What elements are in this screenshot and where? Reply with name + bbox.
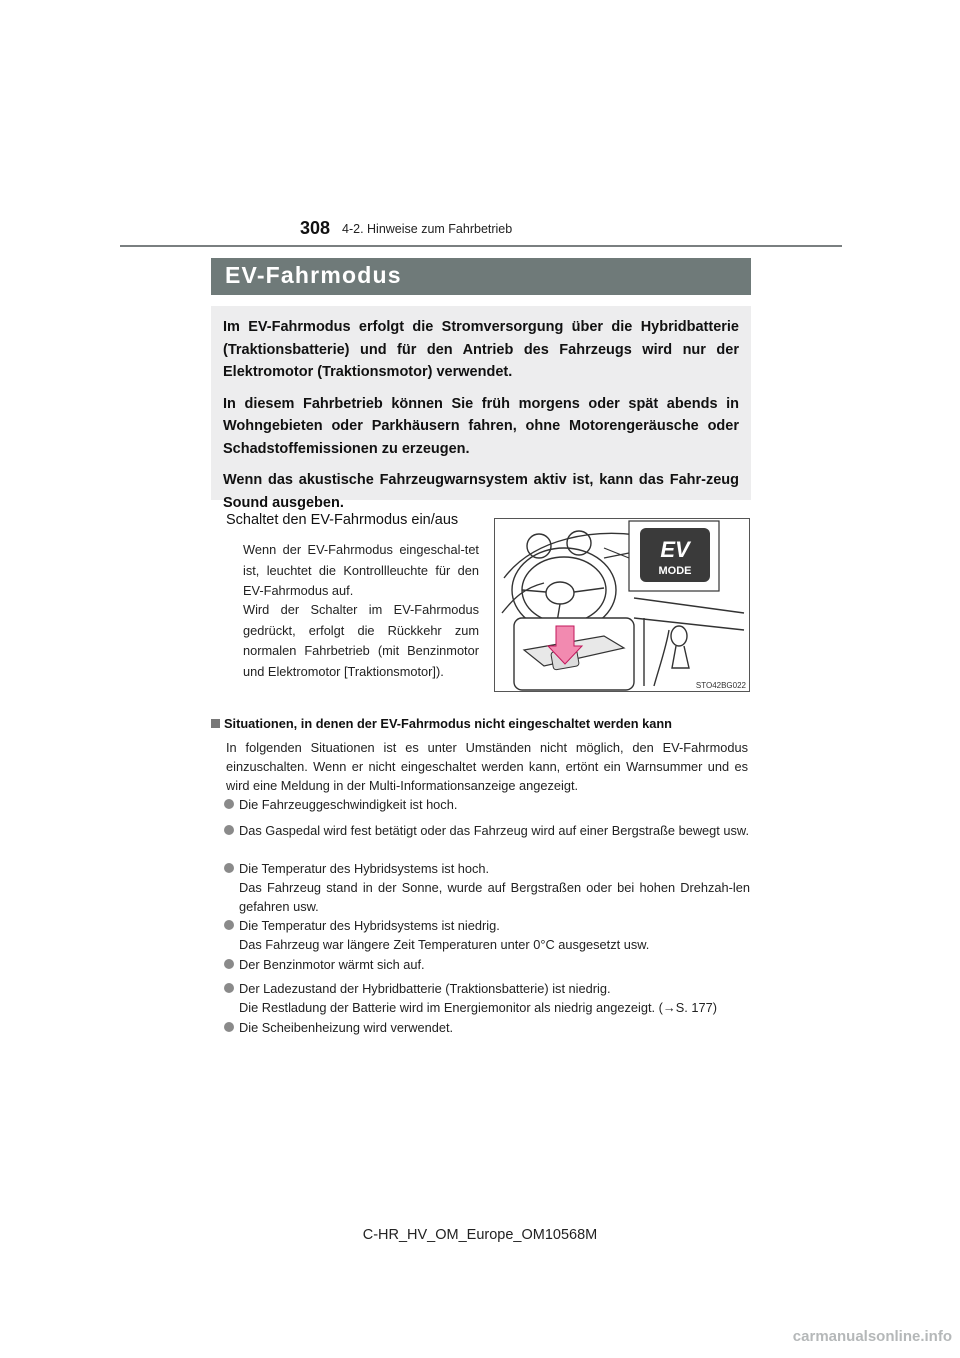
list-item-text: Die Temperatur des Hybridsystems ist niedrig. (239, 918, 500, 933)
situations-heading (211, 716, 672, 731)
list-item (224, 821, 750, 840)
intro-paragraph-1: Im EV-Fahrmodus erfolgt die Stromversorgung über die Hybridbatterie (Traktionsbatterie) und für den Antrieb des Fahrzeugs wird nur der Elektromotor (Traktionsmotor) verwendet. (223, 319, 739, 380)
title-bar (211, 258, 751, 295)
toggle-text-off: Wird der Schalter im EV-Fahrmodus gedrückt, erfolgt die Rückkehr zum normalen Fahrbetrieb (mit Benzinmotor und Elektromotor [Traktionsmotor]). (243, 602, 479, 679)
bullet-icon (224, 983, 234, 993)
list-item-text: Die Temperatur des Hybridsystems ist hoch. (239, 861, 490, 876)
list-item-detail: Die Restladung der Batterie wird im Energiemonitor als niedrig angezeigt. (→S. 177) (239, 1000, 717, 1015)
page-number: 308 (300, 218, 331, 238)
footer-doc-id: C-HR_HV_OM_Europe_OM10568M (362, 1227, 598, 1243)
list-item (224, 859, 750, 916)
situations-heading-text: Situationen, in denen der EV-Fahrmodus nicht eingeschaltet werden kann (224, 716, 672, 731)
ev-button-bottom-label: MODE (658, 565, 692, 577)
toggle-heading: Schaltet den EV-Fahrmodus ein/aus (226, 512, 459, 528)
illustration-code: STO42BG022 (695, 681, 746, 690)
square-bullet-icon (211, 719, 220, 728)
page-title: EV-Fahrmodus (225, 262, 402, 288)
ev-button-top-label: EV (660, 537, 690, 562)
bullet-icon (224, 799, 234, 809)
list-item (224, 916, 750, 954)
list-item-detail: Das Fahrzeug war längere Zeit Temperaturen unter 0°C ausgesetzt usw. (239, 937, 650, 952)
bullet-icon (224, 1022, 234, 1032)
ev-mode-illustration (494, 518, 750, 692)
intro-paragraph-2: In diesem Fahrbetrieb können Sie früh morgens oder spät abends in Wohngebieten oder Parkhäusern fahren, ohne Motorengeräusche oder Schadstoffemissionen zu erzeugen. (223, 395, 739, 457)
list-item (224, 979, 750, 1017)
toggle-text-on: Wenn der EV-Fahrmodus eingeschal-tet ist, leuchtet die Kontrollleuchte für den EV-Fahrmodus auf. (243, 542, 479, 598)
bullet-icon (224, 863, 234, 873)
watermark: carmanualsonline.info (792, 1328, 952, 1345)
list-item (224, 795, 750, 814)
list-item-detail: Das Fahrzeug stand in der Sonne, wurde auf Bergstraßen oder bei hohen Drehzah-len gefahren usw. (239, 880, 750, 914)
list-item (224, 1018, 750, 1037)
list-item-text: Der Ladezustand der Hybridbatterie (Traktionsbatterie) ist niedrig. (239, 981, 611, 996)
list-item-text: Das Gaspedal wird fest betätigt oder das Fahrzeug wird auf einer Bergstraße bewegt usw. (239, 823, 750, 838)
bullet-icon (224, 825, 234, 835)
list-item (224, 955, 750, 974)
bullet-icon (224, 959, 234, 969)
situations-intro: In folgenden Situationen ist es unter Umständen nicht möglich, den EV-Fahrmodus einzuschalten. Wenn er nicht eingeschaltet werden kann, ertönt ein Warnsummer und es wird eine Meldung in der Multi-Informationsanzeige angezeigt. (226, 740, 748, 793)
list-item-text: Die Scheibenheizung wird verwendet. (239, 1020, 454, 1035)
header-rule (120, 245, 842, 247)
section-title: 4-2. Hinweise zum Fahrbetrieb (342, 222, 513, 236)
intro-paragraph-3: Wenn das akustische Fahrzeugwarnsystem aktiv ist, kann das Fahr-zeug Sound ausgeben. (223, 472, 739, 511)
list-item-text: Die Fahrzeuggeschwindigkeit ist hoch. (239, 797, 458, 812)
bullet-icon (224, 920, 234, 930)
list-item-text: Der Benzinmotor wärmt sich auf. (239, 957, 425, 972)
intro-box (211, 306, 751, 511)
